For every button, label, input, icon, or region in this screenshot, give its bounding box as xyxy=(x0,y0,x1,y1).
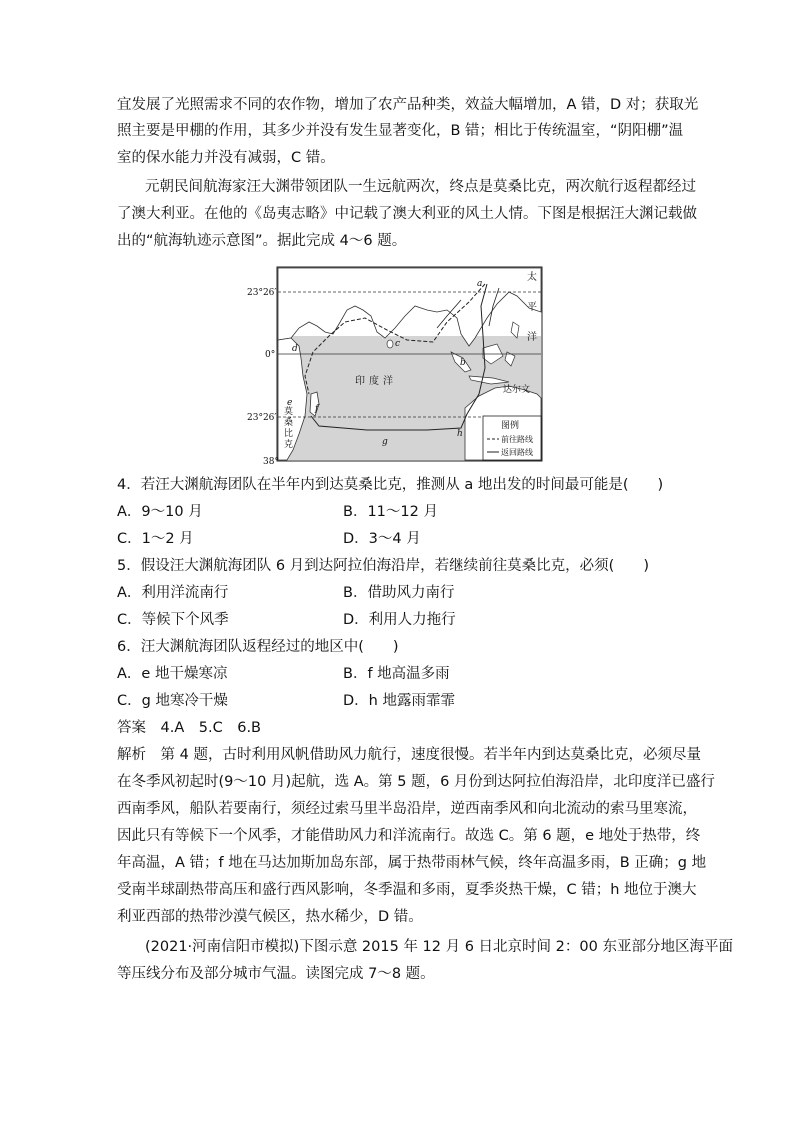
intro-line-1: 元朝民间航海家汪大渊带领团队一生远航两次，终点是莫桑比克，两次航行返程都经过 xyxy=(145,179,696,195)
voyage-route-map xyxy=(247,266,547,466)
analysis-line-2: 在冬季风初起时(9～10 月)起航，选 A。第 5 题，6 月份到达阿拉伯海沿岸，北印度洋已盛行 xyxy=(117,774,715,790)
lat-label-tropic-north: 23°26′ xyxy=(247,288,277,298)
question-5-stem: 5．假设汪大渊航海团队 6 月到达阿拉伯海沿岸，若继续前往莫桑比克，必须( ) xyxy=(117,558,649,574)
point-f: f xyxy=(315,404,319,414)
question-6-option-b: B．f 地高温多雨 xyxy=(343,666,450,682)
lat-label-38s: 38° xyxy=(263,457,279,466)
question-4-option-c: C．1～2 月 xyxy=(117,531,194,547)
lat-label-equator: 0° xyxy=(265,350,276,360)
intro-line-2: 了澳大利亚。在他的《岛夷志略》中记载了澳大利亚的风土人情。下图是根据汪大渊记载做 xyxy=(117,206,697,222)
lat-label-tropic-south: 23°26′ xyxy=(247,413,277,423)
point-g: g xyxy=(382,437,388,447)
analysis-line-6: 受南半球副热带高压和盛行西风影响，冬季温和多雨，夏季炎热干燥，C 错；h 地位于澳大 xyxy=(117,882,697,898)
pacific-label-1: 太 xyxy=(527,272,537,283)
mozambique-label-2: 桑 xyxy=(284,418,294,428)
point-e: e xyxy=(287,398,293,408)
question-4-option-d: D．3～4 月 xyxy=(343,531,421,547)
question-4-option-a: A．9～10 月 xyxy=(117,504,203,520)
prev-answer-line-1: 宜发展了光照需求不同的农作物，增加了农产品种类，效益大幅增加，A 错，D 对；获取光 xyxy=(117,97,699,113)
analysis-line-5: 年高温，A 错；f 地在马达加斯加岛东部，属于热带雨林气候，终年高温多雨，B 正确；g 地 xyxy=(117,855,707,871)
question-6-option-a: A．e 地干燥寒凉 xyxy=(117,666,228,682)
analysis-line-1: 解析 第 4 题，古时利用风帆借助风力航行，速度很慢。若半年内到达莫桑比克，必须尽量 xyxy=(117,747,701,763)
map-legend xyxy=(483,416,541,460)
darwin-label: 达尔文 xyxy=(503,385,531,395)
legend-title: 图例 xyxy=(501,421,520,431)
question-5-option-b: B．借助风力南行 xyxy=(343,585,455,601)
pacific-label-2: 平 xyxy=(527,302,537,313)
pacific-label-3: 洋 xyxy=(527,332,537,343)
prev-answer-line-3: 室的保水能力并没有减弱，C 错。 xyxy=(117,150,335,166)
next-intro-line-2: 等压线分布及部分城市气温。读图完成 7～8 题。 xyxy=(117,966,435,982)
prev-answer-line-2: 照主要是甲棚的作用，其多少并没有发生显著变化，B 错；相比于传统温室，“阴阳棚”温 xyxy=(117,123,684,139)
analysis-line-7: 利亚西部的热带沙漠气候区，热水稀少，D 错。 xyxy=(117,909,423,925)
analysis-line-4: 因此只有等候下一个风季，才能借助风力和洋流南行。故选 C。第 6 题，e 地处于热带，终 xyxy=(117,828,701,844)
question-5-option-d: D．利用人力拖行 xyxy=(343,612,456,628)
legend-outbound: 前往路线 xyxy=(501,435,533,444)
point-h: h xyxy=(457,429,463,439)
next-intro-line-1: (2021·河南信阳市模拟)下图示意 2015 年 12 月 6 日北京时间 2：00 东亚部分地区海平面 xyxy=(145,939,733,955)
answer-line: 答案 4.A 5.C 6.B xyxy=(117,720,261,736)
point-c: c xyxy=(395,339,401,349)
question-6-option-d: D．h 地露雨霏霏 xyxy=(343,693,455,709)
intro-line-3: 出的“航海轨迹示意图”。据此完成 4～6 题。 xyxy=(117,233,407,249)
mozambique-label-4: 克 xyxy=(284,440,294,450)
question-5-option-a: A．利用洋流南行 xyxy=(117,585,229,601)
mozambique-label-3: 比 xyxy=(284,429,294,439)
mozambique-label-1: 莫 xyxy=(284,407,294,417)
ocean-label: 印度洋 xyxy=(355,376,397,387)
legend-return: 返回路线 xyxy=(501,448,533,457)
analysis-line-3: 西南季风，船队若要南行，须经过索马里半岛沿岸，逆西南季风和向北流动的索马里寒流， xyxy=(117,801,697,817)
point-d: d xyxy=(292,344,298,354)
question-6-option-c: C．g 地寒冷干燥 xyxy=(117,693,228,709)
question-6-stem: 6．汪大渊航海团队返程经过的地区中( ) xyxy=(117,639,399,655)
point-b: b xyxy=(460,358,466,368)
question-5-option-c: C．等候下个风季 xyxy=(117,612,229,628)
question-4-stem: 4．若汪大渊航海团队在半年内到达莫桑比克，推测从 a 地出发的时间最可能是( ) xyxy=(117,477,664,493)
point-a: a xyxy=(477,279,483,289)
question-4-option-b: B．11～12 月 xyxy=(343,504,438,520)
